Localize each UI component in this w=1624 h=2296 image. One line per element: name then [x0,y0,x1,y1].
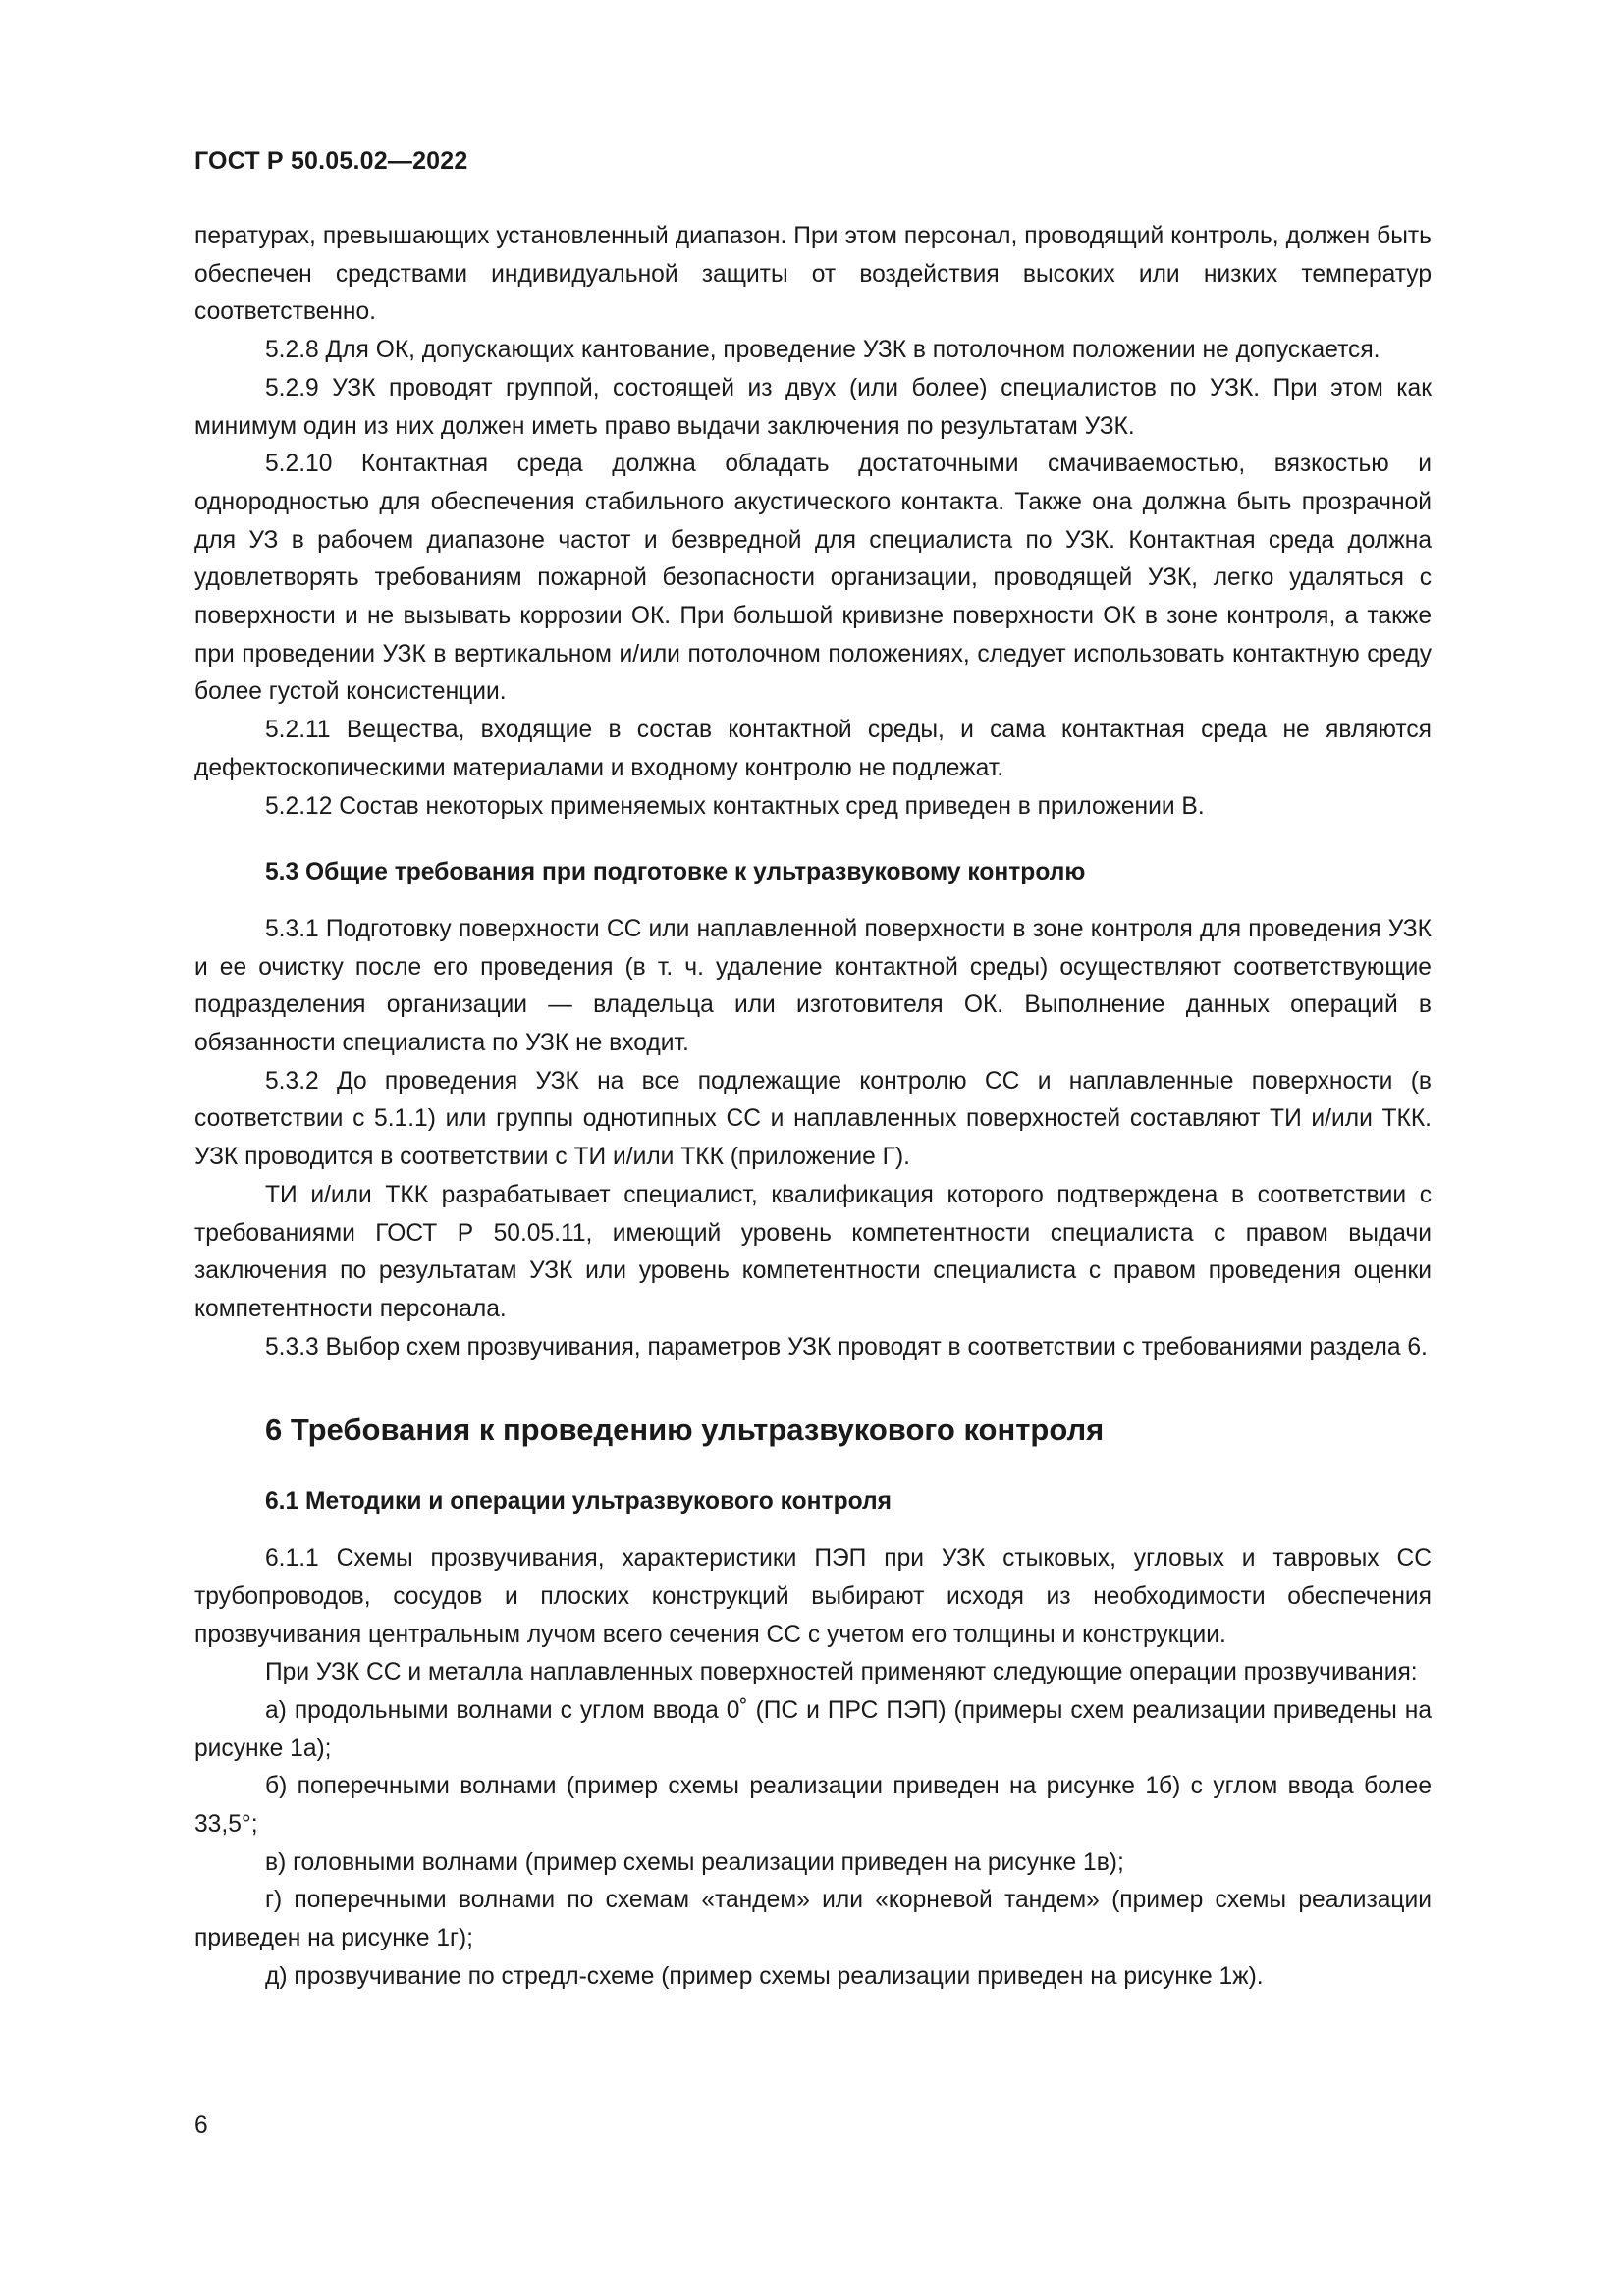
list-item-v: в) головными волнами (пример схемы реализации приведен на рисунке 1в); [265,1848,1124,1876]
page-number: 6 [194,2112,208,2139]
clause-5-2-10: 5.2.10 Контактная среда должна обладать достаточными смачиваемостью, вязкостью и однородностью для обеспечения стабильного акустического контакта. Также она должна быть прозрачной для УЗ в рабочем диапазоне частот и безвредной для специалиста по УЗК. Контактная среда должна удовлетворять требованиям пожарной безопасности организации, проводящей УЗК, легко удаляться с поверхности и не вызывать коррозии ОК. При большой кривизне поверхности ОК в зоне контроля, а также при проведении УЗК в вертикальном и/или потолочном положениях, следует использовать контактную среду более густой консистенции. [194,451,1432,706]
section-heading-6: 6 Требования к проведению ультразвукового контроля [265,1413,1105,1448]
section-heading-5-3: 5.3 Общие требования при подготовке к ультразвуковому контролю [265,859,1086,886]
clause-5-2-12: 5.2.12 Состав некоторых применяемых контактных сред приведен в приложении В. [265,792,1205,820]
clause-5-2-11: 5.2.11 Вещества, входящие в состав контактной среды, и сама контактная среда не являются дефектоскопическими материалами и входному контролю не подлежат. [194,717,1432,781]
operations-intro: При УЗК СС и металла наплавленных поверхностей применяют следующие операции прозвучивания: [265,1659,1418,1686]
clause-5-2-8: 5.2.8 Для ОК, допускающих кантование, проведение УЗК в потолочном положении не допускается. [265,337,1380,364]
clause-6-1-1: 6.1.1 Схемы прозвучивания, характеристики ПЭП при УЗК стыковых, угловых и тавровых СС трубопроводов, сосудов и плоских конструкций выбирают исходя из необходимости обеспечения прозвучивания центральным лучом всего сечения СС с учетом его толщины и конструкции. [194,1545,1432,1648]
clause-5-2-9: 5.2.9 УЗК проводят группой, состоящей из двух (или более) специалистов по УЗК. При этом как минимум один из них должен иметь право выдачи заключения по результатам УЗК. [194,374,1432,440]
clause-5-3-2-continued: ТИ и/или ТКК разрабатывает специалист, квалификация которого подтверждена в соответствии с требованиями ГОСТ Р 50.05.11, имеющий уровень компетентности специалиста с правом выдачи заключения по результатам УЗК или уровень компетентности специалиста с правом проведения оценки компетентности персонала. [194,1181,1432,1322]
clause-5-3-2: 5.3.2 До проведения УЗК на все подлежащие контролю СС и наплавленные поверхности (в соответствии с 5.1.1) или группы однотипных СС и наплавленных поверхностей составляют ТИ и/или ТКК. УЗК проводится в соответствии с ТИ и/или ТКК (приложение Г). [194,1067,1432,1171]
clause-5-3-3: 5.3.3 Выбор схем прозвучивания, параметров УЗК проводят в соответствии с требованиями раздела 6. [265,1333,1428,1361]
document-body [194,218,1432,1997]
list-item-d: д) прозвучивание по стредл-схеме (пример схемы реализации приведен на рисунке 1ж). [265,1962,1264,1990]
continuation-paragraph: пературах, превышающих установленный диапазон. При этом персонал, проводящий контроль, должен быть обеспечен средствами индивидуальной защиты от воздействия высоких или низких температур соответственно. [194,223,1432,326]
section-heading-6-1: 6.1 Методики и операции ультразвукового контроля [265,1488,892,1516]
running-header: ГОСТ Р 50.05.02—2022 [194,147,468,175]
list-item-a: а) продольными волнами с углом ввода 0˚ (ПС и ПРС ПЭП) (примеры схем реализации приведены на рисунке 1а); [194,1696,1432,1762]
clause-5-3-1: 5.3.1 Подготовку поверхности СС или наплавленной поверхности в зоне контроля для проведения УЗК и ее очистку после его проведения (в т. ч. удаление контактной среды) осуществляют соответствующие подразделения организации — владельца или изготовителя ОК. Выполнение данных операций в обязанности специалиста по УЗК не входит. [194,915,1432,1057]
list-item-b: б) поперечными волнами (пример схемы реализации приведен на рисунке 1б) с углом ввода более 33,5°; [194,1773,1432,1839]
list-item-g: г) поперечными волнами по схемам «тандем» или «корневой тандем» (пример схемы реализации приведен на рисунке 1г); [194,1887,1432,1952]
